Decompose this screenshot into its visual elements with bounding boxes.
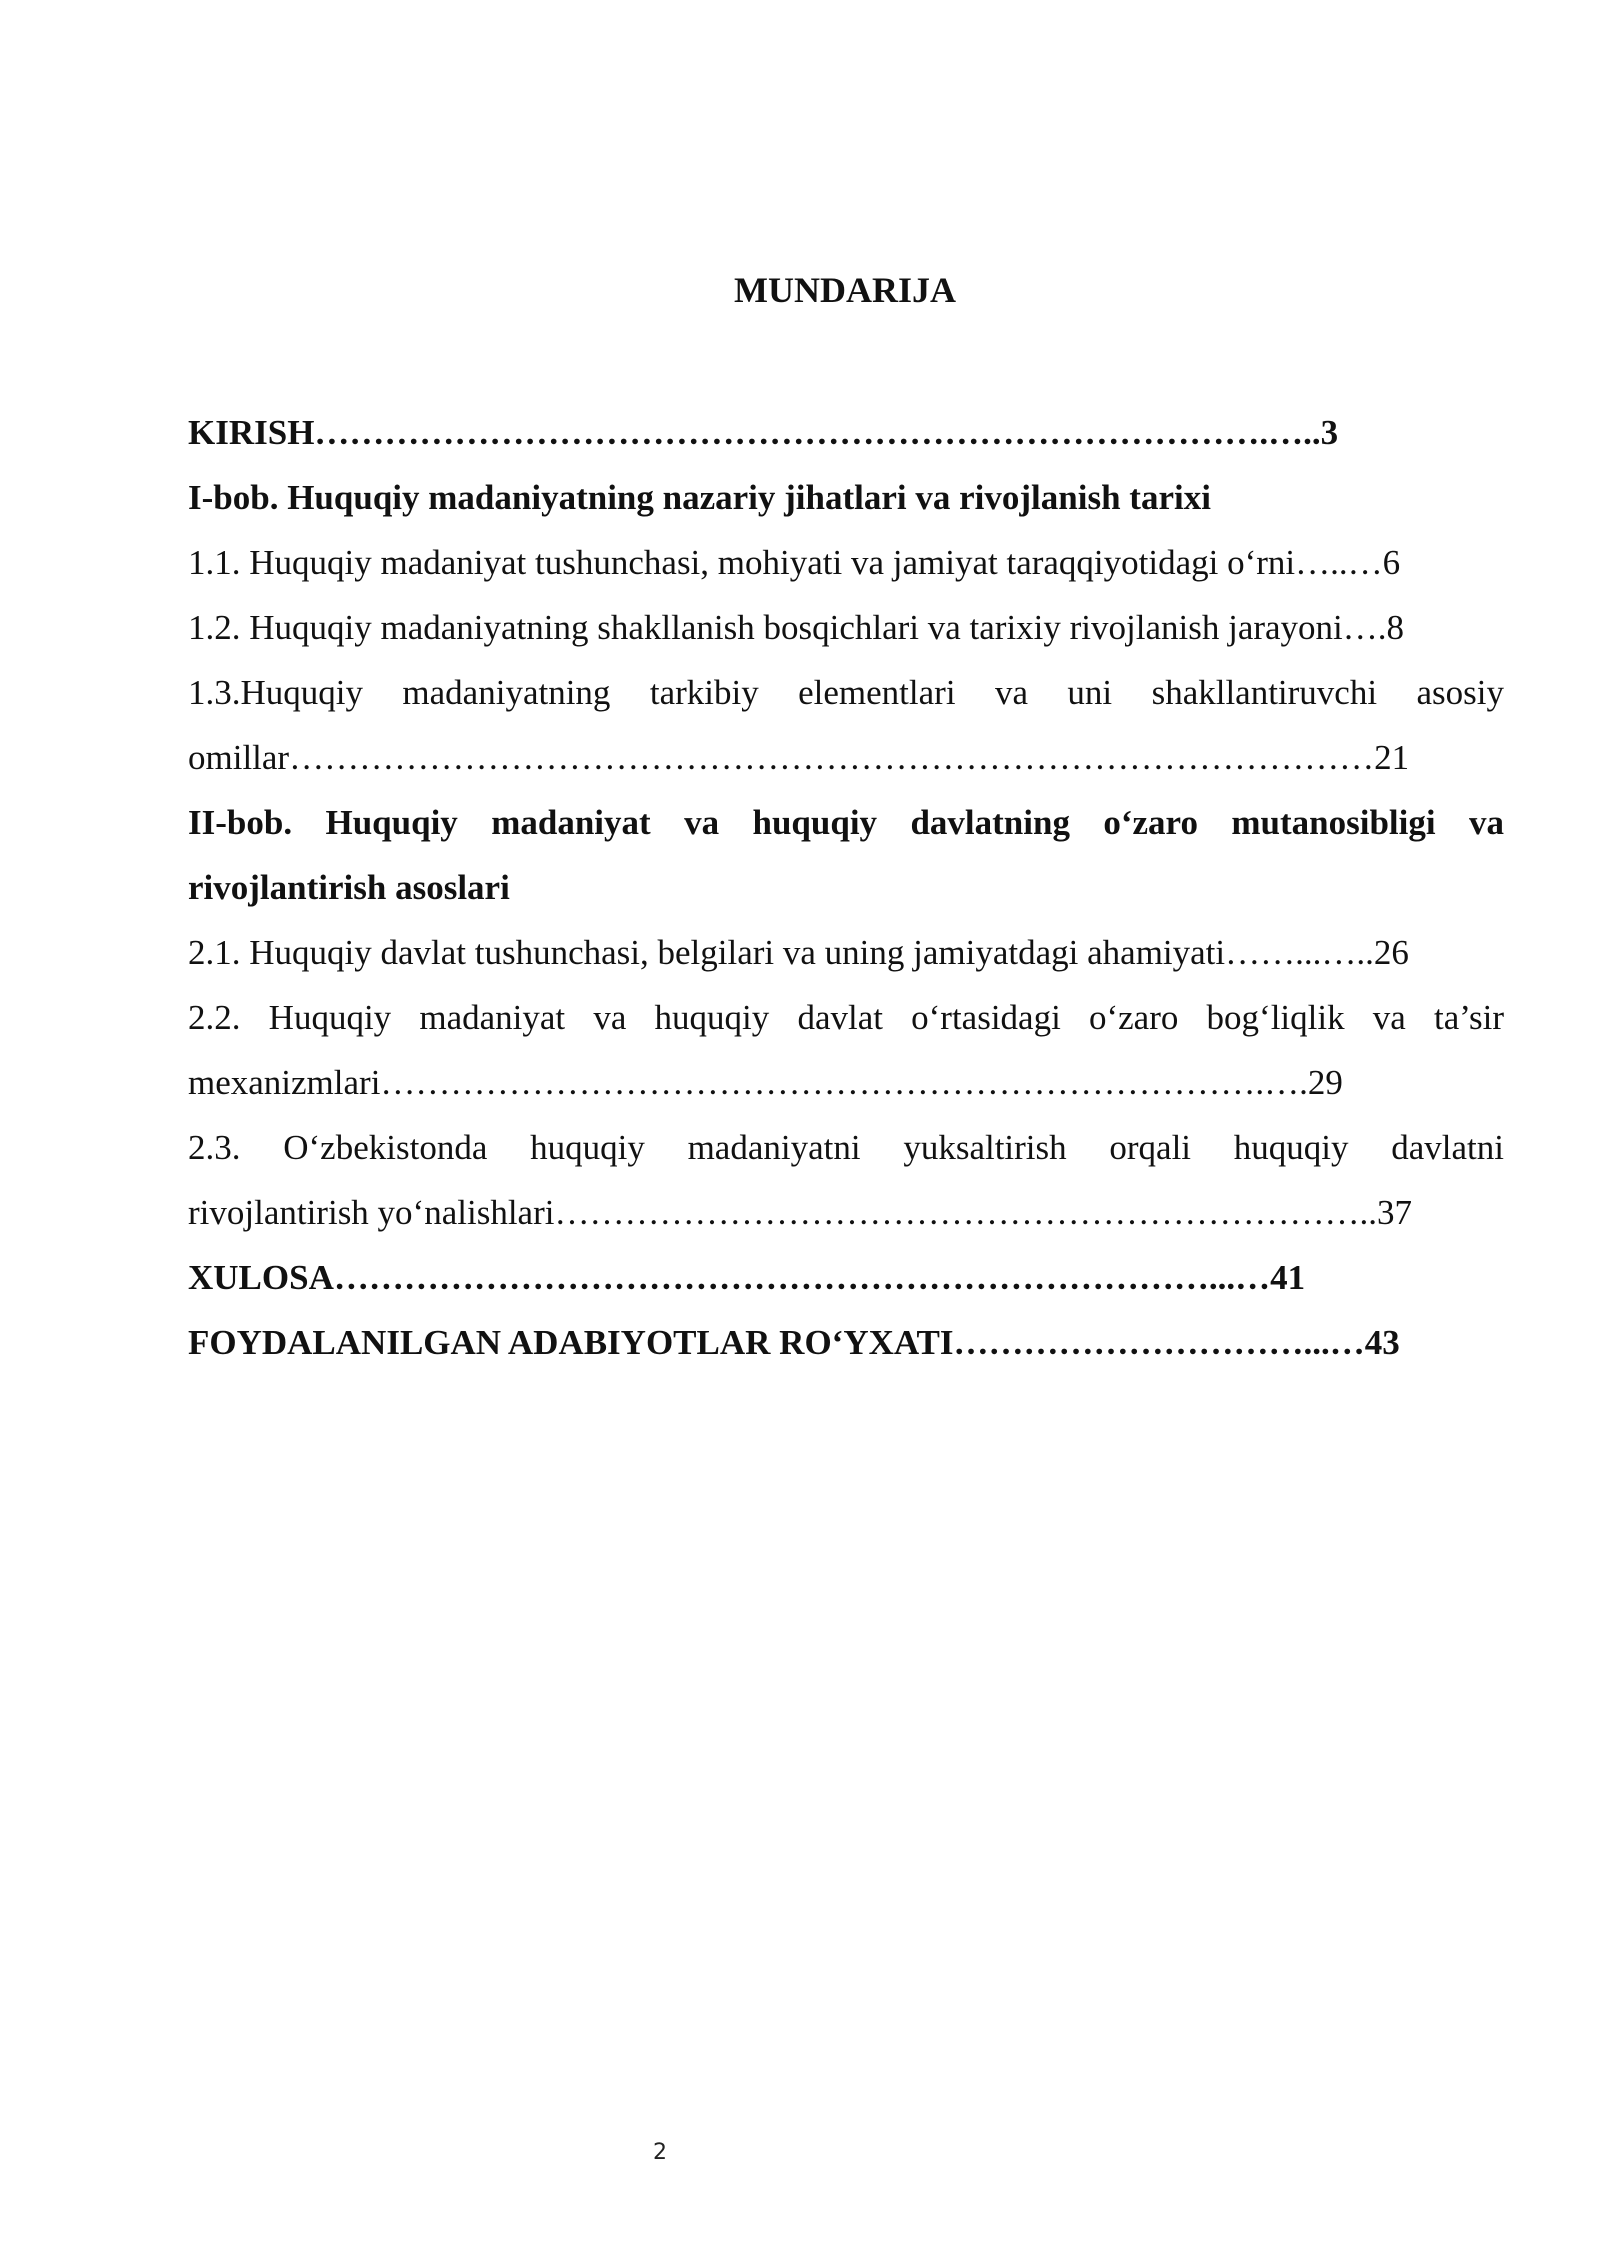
toc-entry-kirish[interactable]: KIRISH……………………………………………………………………….…..3 — [188, 413, 1339, 452]
toc-entry-2-3-line-1[interactable]: 2.3. O‘zbekistonda huquqiy madaniyatni yuksaltirish orqali huquqiy davlatni — [188, 1128, 1504, 1167]
toc-entry-xulosa[interactable]: XULOSA…………………………………………………………………...…41 — [188, 1258, 1306, 1297]
toc-entry-adabiyotlar[interactable]: FOYDALANILGAN ADABIYOTLAR RO‘YXATI…………………………...…43 — [188, 1323, 1400, 1362]
page-number: 2 — [653, 2140, 667, 2165]
toc-chapter-1-title[interactable]: I-bob. Huquqiy madaniyatning nazariy jihatlari va rivojlanish tarixi — [188, 478, 1211, 517]
page-title: MUNDARIJA — [734, 270, 956, 310]
toc-entry-1-2[interactable]: 1.2. Huquqiy madaniyatning shakllanish bosqichlari va tarixiy rivojlanish jarayoni….8 — [188, 608, 1405, 647]
table-of-contents — [188, 400, 1504, 1375]
toc-entry-1-3-line-2[interactable]: omillar…………………………………………………………………………………21 — [188, 738, 1410, 777]
toc-chapter-2-title-line-1[interactable]: II-bob. Huquqiy madaniyat va huquqiy davlatning o‘zaro mutanosibligi va — [188, 803, 1504, 842]
toc-entry-1-1[interactable]: 1.1. Huquqiy madaniyat tushunchasi, mohiyati va jamiyat taraqqiyotidagi o‘rni…..…6 — [188, 543, 1401, 582]
toc-entry-1-3-line-1[interactable]: 1.3.Huquqiy madaniyatning tarkibiy elementlari va uni shakllantiruvchi asosiy — [188, 673, 1504, 712]
toc-entry-2-3-line-2[interactable]: rivojlantirish yo‘nalishlari……………………………………………………………..37 — [188, 1193, 1412, 1232]
toc-entry-2-2-line-2[interactable]: mexanizmlari………………………………………………………………….….29 — [188, 1063, 1343, 1102]
toc-entry-2-1[interactable]: 2.1. Huquqiy davlat tushunchasi, belgilari va uning jamiyatdagi ahamiyati……...…..26 — [188, 933, 1409, 972]
toc-entry-2-2-line-1[interactable]: 2.2. Huquqiy madaniyat va huquqiy davlat o‘rtasidagi o‘zaro bog‘liqlik va ta’sir — [188, 998, 1504, 1037]
toc-chapter-2-title-line-2[interactable]: rivojlantirish asoslari — [188, 868, 510, 907]
